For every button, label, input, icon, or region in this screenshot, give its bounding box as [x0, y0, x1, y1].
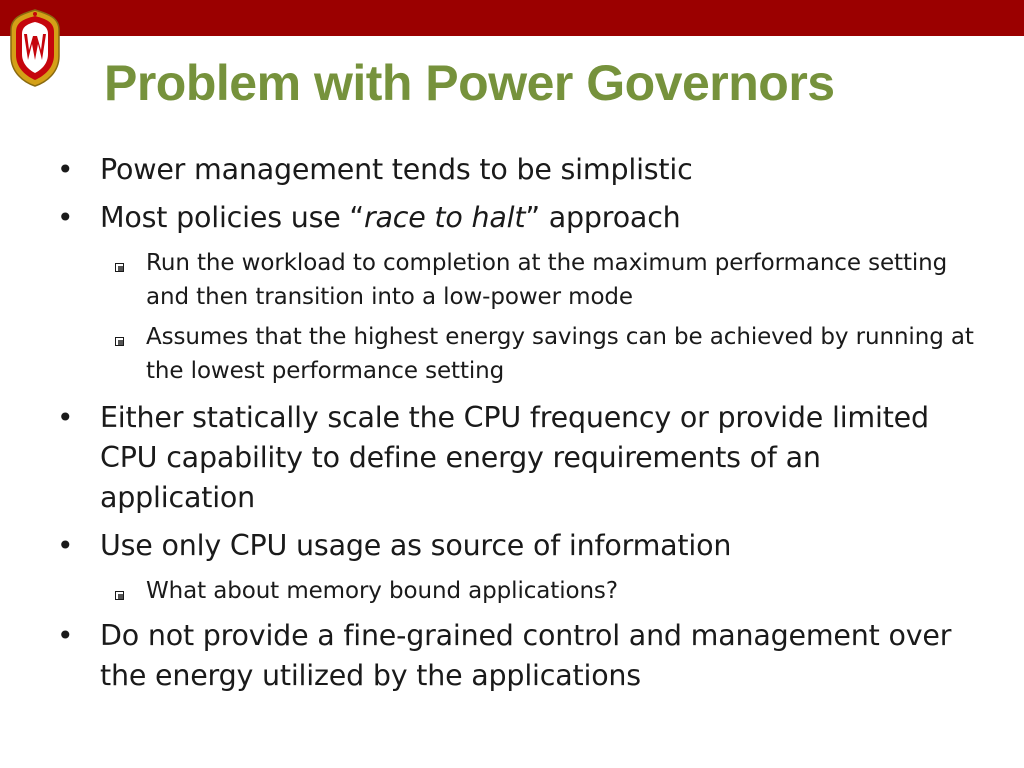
bullet-item: Most policies use “race to halt” approach	[100, 201, 681, 234]
bullet-dot: •	[57, 401, 74, 434]
square-box-bullet	[115, 263, 124, 272]
square-box-bullet	[115, 591, 124, 600]
bullet-dot: •	[57, 201, 74, 234]
emphasis-text: race to halt	[363, 201, 526, 234]
bullet-item: Either statically scale the CPU frequency or provide limited CPU capability to define energy requirements of an application	[100, 401, 929, 514]
bullet-dot: •	[57, 619, 74, 652]
square-box-bullet	[115, 337, 124, 346]
bullet-dot: •	[57, 529, 74, 562]
bullet-dot: •	[57, 153, 74, 186]
subbullet-item: What about memory bound applications?	[146, 578, 618, 604]
bullet-item: Use only CPU usage as source of information	[100, 529, 732, 562]
subbullet-item: Run the workload to completion at the maximum performance setting and then transition into a low-power mode	[146, 250, 948, 310]
bullet-item: Do not provide a fine-grained control and management over the energy utilized by the applications	[100, 619, 952, 692]
slide-title: Problem with Power Governors	[104, 55, 835, 111]
subbullet-item: Assumes that the highest energy savings can be achieved by running at the lowest performance setting	[146, 324, 974, 384]
bullet-item: Power management tends to be simplistic	[100, 153, 693, 186]
